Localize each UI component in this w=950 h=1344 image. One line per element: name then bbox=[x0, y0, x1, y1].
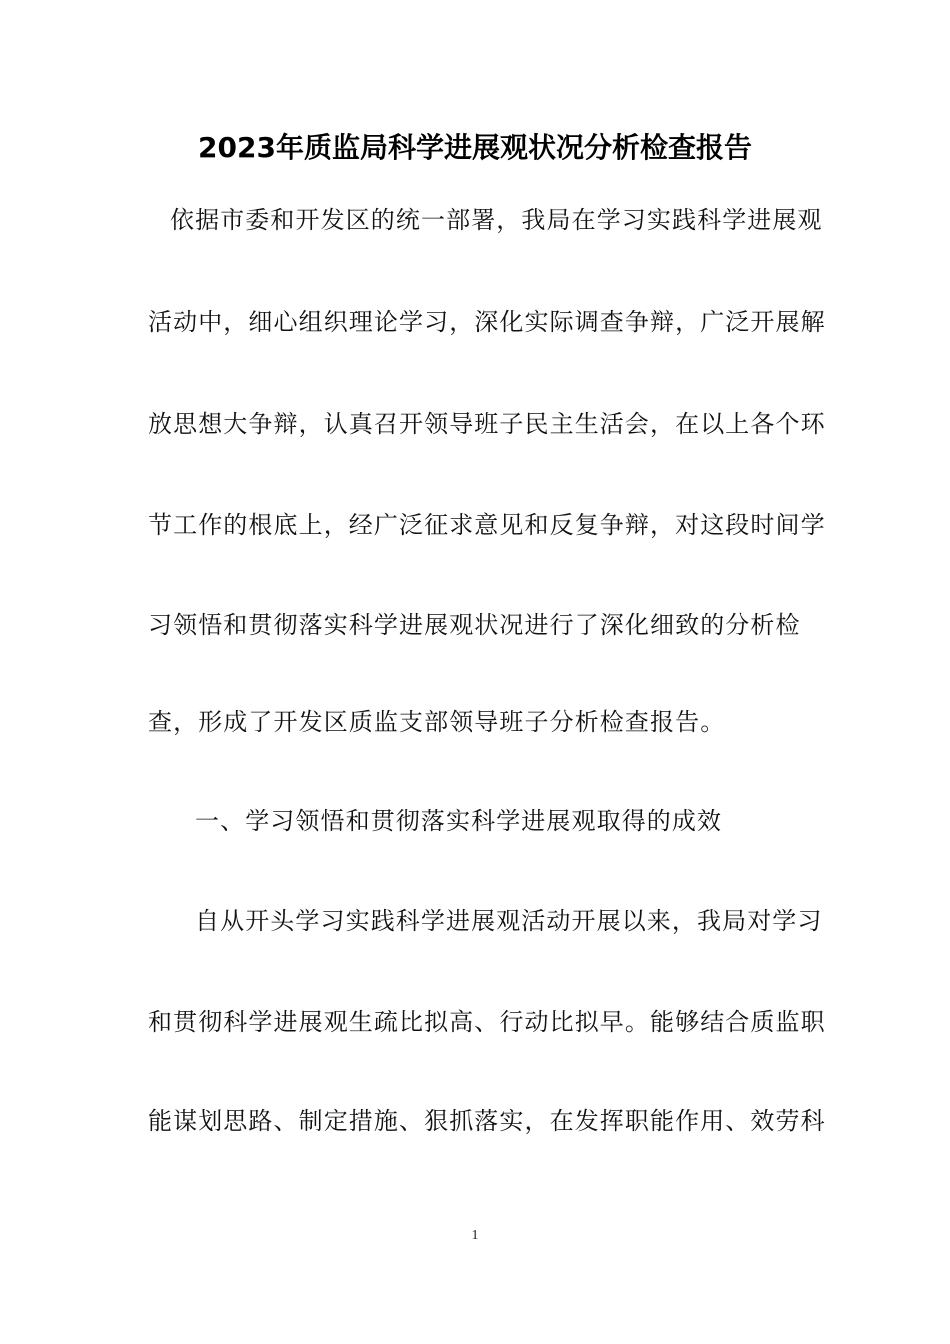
paragraph-line: 和贯彻科学进展观生疏比拟高、行动比拟早。能够结合质监职 bbox=[148, 1008, 826, 1036]
paragraph-line: 活动中，细心组织理论学习，深化实际调查争辩，广泛开展解 bbox=[148, 308, 826, 336]
paragraph-line: 自从开头学习实践科学进展观活动开展以来，我局对学习 bbox=[195, 907, 823, 935]
document-title: 2023年质监局科学进展观状况分析检查报告 bbox=[198, 131, 752, 164]
paragraph-line: 节工作的根底上，经广泛征求意见和反复争辩，对这段时间学 bbox=[148, 511, 826, 539]
paragraph-line: 习领悟和贯彻落实科学进展观状况进行了深化细致的分析检 bbox=[148, 611, 801, 639]
paragraph-line: 放思想大争辩，认真召开领导班子民主生活会，在以上各个环 bbox=[148, 410, 826, 438]
section-heading: 一、学习领悟和贯彻落实科学进展观取得的成效 bbox=[195, 807, 723, 835]
paragraph-line: 依据市委和开发区的统一部署，我局在学习实践科学进展观 bbox=[170, 206, 823, 234]
paragraph-line: 能谋划思路、制定措施、狠抓落实，在发挥职能作用、效劳科 bbox=[148, 1107, 826, 1135]
page-number: 1 bbox=[471, 1228, 479, 1243]
paragraph-line: 查，形成了开发区质监支部领导班子分析检查报告。 bbox=[148, 708, 726, 736]
